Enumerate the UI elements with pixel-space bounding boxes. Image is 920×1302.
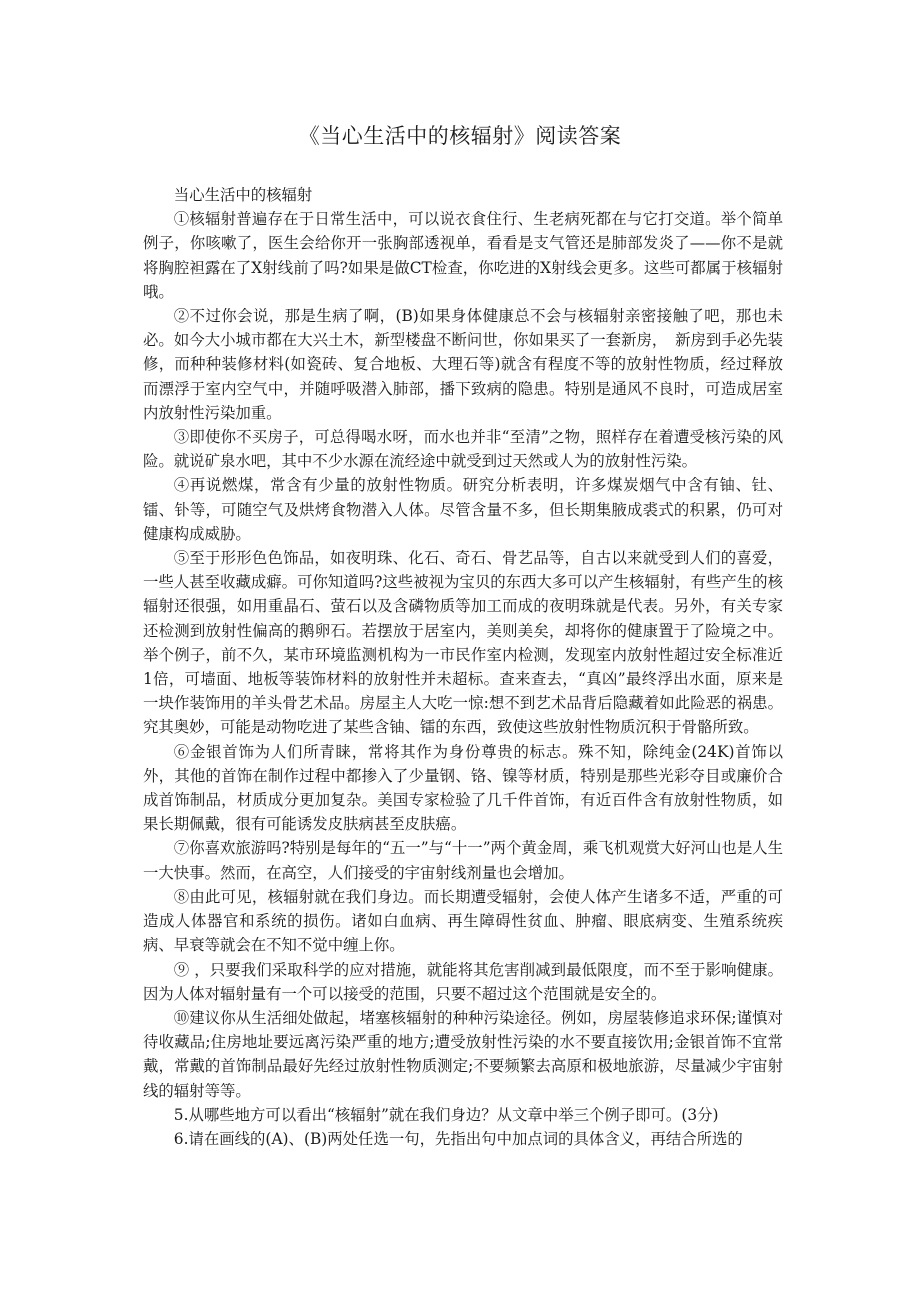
paragraph-7: ⑦你喜欢旅游吗?特别是每年的“五一”与“十一”两个黄金周，乘飞机观赏大好河山也是人生一大快事。然而，在高空，人们接受的宇宙射线剂量也会增加。: [143, 839, 783, 882]
paragraph-4: ④再说燃煤，常含有少量的放射性物质。研究分析表明，许多煤炭烟气中含有铀、钍、镭、钋等，可随空气及烘烤食物潜入人体。尽管含量不多，但长期集腋成裘式的积累，仍可对健康构成威胁。: [143, 476, 783, 543]
question-5: 5.从哪些地方可以看出“核辐射”就在我们身边？从文章中举三个例子即可。(3分): [173, 1105, 719, 1124]
paragraph-9: ⑨ ，只要我们采取科学的应对措施，就能将其危害削减到最低限度，而不至于影响健康。因为人体对辐射量有一个可以接受的范围，只要不超过这个范围就是安全的。: [143, 960, 783, 1003]
paragraph-8: ⑧由此可见，核辐射就在我们身边。而长期遭受辐射，会使人体产生诸多不适，严重的可造成人体器官和系统的损伤。诸如白血病、再生障碍性贫血、肿瘤、眼底病变、生殖系统疾病、早衰等就会在不知不觉中缠上你。: [143, 887, 783, 955]
paragraph-5: ⑤至于形形色色饰品，如夜明珠、化石、奇石、骨艺品等，自古以来就受到人们的喜爱，一些人甚至收藏成癖。可你知道吗?这些被视为宝贝的东西大多可以产生核辐射，有些产生的核辐射还很强，如用重晶石、萤石以及含磷物质等加工而成的夜明珠就是代表。另外，有关专家还检测到放射性偏高的鹅卵石。若摆放于居室内，美则美矣，却将你的健康置于了险境之中。举个例子，前不久，某市环境监测机构为一市民作室内检测，发现室内放射性超过安全标准近1倍，可墙面、地板等装饰材料的放射性并未超标。查来查去，“真凶”最终浮出水面，原来是一块作装饰用的羊头骨艺术品。房屋主人大吃一惊:想不到艺术品背后隐藏着如此险恶的祸患。究其奥妙，可能是动物吃进了某些含铀、镭的东西，致使这些放射性物质沉积于骨骼所致。: [143, 549, 783, 737]
paragraph-1: ①核辐射普遍存在于日常生活中，可以说衣食住行、生老病死都在与它打交道。举个简单例子，你咳嗽了，医生会给你开一张胸部透视单，看看是支气管还是肺部发炎了——你不是就将胸腔袒露在了X射线前了吗?如果是做CT检查，你吃进的X射线会更多。这些可都属于核辐射哦。: [143, 210, 783, 301]
question-6: 6.请在画线的(A)、(B)两处任选一句，先指出句中加点词的具体含义，再结合所选的: [173, 1129, 743, 1148]
paragraph-10: ⑩建议你从生活细处做起，堵塞核辐射的种种污染途径。例如，房屋装修追求环保;谨慎对待收藏品;住房地址要远离污染严重的地方;遭受放射性污染的水不要直接饮用;金银首饰不宜常戴，常戴的首饰制品最好先经过放射性物质测定;不要频繁去高原和极地旅游，尽量减少宇宙射线的辐射等等。: [143, 1008, 783, 1100]
article-body: [143, 183, 783, 1151]
paragraph-2: ②不过你会说，那是生病了啊，(B)如果身体健康总不会与核辐射亲密接触了吧，那也未必。如今大小城市都在大兴土木，新型楼盘不断问世，你如果买了一套新房， 新房到手必先装修，而种种装修材料(如瓷砖、复合地板、大理石等)就含有程度不等的放射性物质，经过释放而漂浮于室内空气中，并随呼吸潜入肺部，播下致病的隐患。特别是通风不良时，可造成居室内放射性污染加重。: [143, 307, 783, 422]
document-title: 《当心生活中的核辐射》阅读答案: [298, 124, 622, 148]
article-heading: 当心生活中的核辐射: [173, 186, 313, 204]
paragraph-6: ⑥金银首饰为人们所青睐，常将其作为身份尊贵的标志。殊不知，除纯金(24K)首饰以外，其他的首饰在制作过程中都掺入了少量钢、铬、镍等材质，特别是那些光彩夺目或廉价合成首饰制品，材质成分更加复杂。美国专家检验了几千件首饰，有近百件含有放射性物质，如果长期佩戴，很有可能诱发皮肤病甚至皮肤癌。: [143, 742, 783, 834]
paragraph-3: ③即使你不买房子，可总得喝水呀，而水也并非“至清”之物，照样存在着遭受核污染的风险。就说矿泉水吧，其中不少水源在流经途中就受到过天然或人为的放射性污染。: [143, 428, 783, 471]
